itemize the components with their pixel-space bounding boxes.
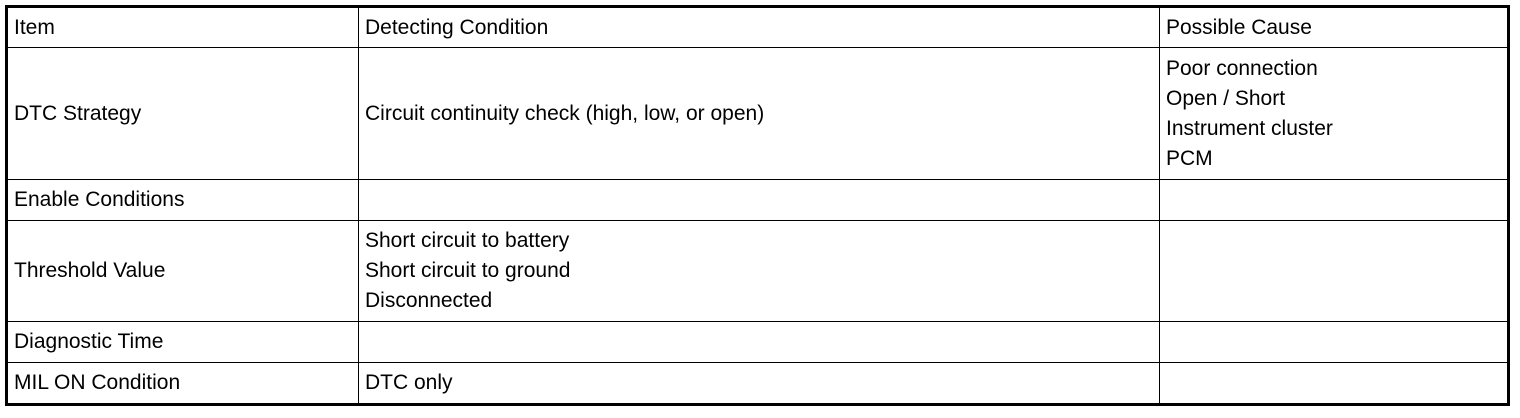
table-row: [7, 322, 1509, 363]
row-item-diagnostic-time: Diagnostic Time: [7, 322, 359, 363]
row-item-threshold-value: Threshold Value: [7, 221, 359, 322]
cause-line: Poor connection: [1166, 56, 1318, 80]
header-item: Item: [7, 7, 359, 48]
dtc-table: [5, 5, 1510, 406]
row-detecting-condition: [359, 180, 1160, 221]
row-detecting-condition: [359, 221, 1160, 322]
row-item-dtc-strategy: DTC Strategy: [7, 48, 359, 180]
table-row: [7, 180, 1509, 221]
row-possible-cause: [1160, 322, 1509, 363]
row-possible-cause: [1160, 48, 1509, 180]
header-detecting-condition: Detecting Condition: [359, 7, 1160, 48]
condition-line: DTC only: [365, 371, 453, 394]
condition-line: Circuit continuity check (high, low, or open): [365, 101, 765, 125]
row-possible-cause: [1160, 221, 1509, 322]
cause-line: Instrument cluster: [1166, 116, 1333, 140]
row-item-enable-conditions: Enable Conditions: [7, 180, 359, 221]
table-header-row: [7, 7, 1509, 48]
table-row: [7, 363, 1509, 405]
condition-line: Disconnected: [365, 289, 493, 312]
condition-line: Short circuit to battery: [365, 229, 570, 252]
row-detecting-condition: [359, 322, 1160, 363]
cause-line: PCM: [1166, 146, 1213, 170]
table-row: [7, 48, 1509, 180]
row-detecting-condition: [359, 363, 1160, 405]
row-detecting-condition: [359, 48, 1160, 180]
header-possible-cause: Possible Cause: [1160, 7, 1509, 48]
condition-line: Short circuit to ground: [365, 259, 571, 282]
row-item-mil-on-condition: MIL ON Condition: [7, 363, 359, 405]
table-row: [7, 221, 1509, 322]
cause-line: Open / Short: [1166, 86, 1286, 110]
row-possible-cause: [1160, 363, 1509, 405]
row-possible-cause: [1160, 180, 1509, 221]
